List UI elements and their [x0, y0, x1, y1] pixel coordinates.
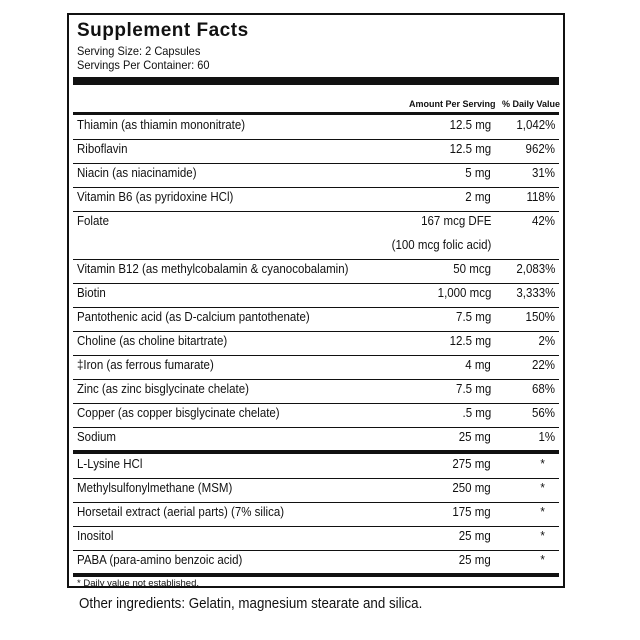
nutrient-name: Biotin — [77, 286, 106, 300]
header-daily-value: % Daily Value — [502, 99, 561, 109]
nutrient-amount: .5 mg — [462, 406, 491, 420]
other-ingredients: Other ingredients: Gelatin, magnesium stearate and silica. — [79, 596, 423, 612]
nutrient-daily-value: 2% — [538, 334, 555, 348]
ingredient-name: Methylsulfonylmethane (MSM) — [77, 481, 233, 495]
nutrient-row — [73, 307, 559, 332]
nutrient-amount: 7.5 mg — [455, 310, 491, 324]
nutrient-amount: 7.5 mg — [455, 382, 491, 396]
nutrient-amount: 12.5 mg — [449, 142, 491, 156]
bottom-divider — [73, 573, 559, 577]
ingredient-name: PABA (para-amino benzoic acid) — [77, 553, 243, 567]
ingredient-name: L-Lysine HCl — [77, 457, 143, 471]
nutrient-amount: 12.5 mg — [449, 118, 491, 132]
nutrient-name: Copper (as copper bisglycinate chelate) — [77, 406, 280, 420]
nutrient-daily-value: 22% — [531, 358, 555, 372]
nutrient-amount: 1,000 mcg — [437, 286, 491, 300]
nutrient-daily-value: 56% — [531, 406, 555, 420]
nutrient-row — [73, 259, 559, 284]
ingredient-daily-value: * — [540, 457, 545, 471]
nutrient-name: Vitamin B6 (as pyridoxine HCl) — [77, 190, 234, 204]
nutrient-amount: 167 mcg DFE — [420, 214, 491, 228]
panel-title: Supplement Facts — [77, 20, 249, 41]
nutrient-daily-value: 31% — [531, 166, 555, 180]
header-amount-per-serving: Amount Per Serving — [409, 99, 496, 109]
ingredient-daily-value: * — [540, 481, 545, 495]
ingredient-daily-value: * — [540, 505, 545, 519]
ingredient-row — [73, 526, 559, 551]
nutrient-amount: 5 mg — [465, 166, 491, 180]
nutrient-name: Sodium — [77, 430, 116, 444]
ingredient-row — [73, 502, 559, 527]
ingredient-amount: 25 mg — [459, 529, 491, 543]
nutrient-row — [73, 331, 559, 356]
serving-size: Serving Size: 2 Capsules — [77, 44, 201, 58]
nutrient-amount: 12.5 mg — [449, 334, 491, 348]
nutrient-row — [73, 379, 559, 404]
nutrient-amount-detail: (100 mcg folic acid) — [391, 238, 491, 252]
ingredient-amount: 275 mg — [452, 457, 491, 471]
nutrient-row — [73, 139, 559, 164]
ingredient-row — [73, 454, 559, 479]
nutrient-daily-value: 42% — [531, 214, 555, 228]
nutrient-amount: 4 mg — [465, 358, 491, 372]
nutrient-name: Thiamin (as thiamin mononitrate) — [77, 118, 246, 132]
nutrient-name: Pantothenic acid (as D-calcium pantothenate) — [77, 310, 310, 324]
nutrient-amount: 50 mcg — [453, 262, 491, 276]
ingredient-row — [73, 478, 559, 503]
nutrient-name: Folate — [77, 214, 109, 228]
nutrient-row — [73, 355, 559, 380]
ingredient-amount: 25 mg — [459, 553, 491, 567]
ingredient-name: Inositol — [77, 529, 114, 543]
ingredient-amount: 175 mg — [452, 505, 491, 519]
nutrient-row — [73, 403, 559, 428]
ingredient-amount: 250 mg — [452, 481, 491, 495]
nutrient-daily-value: 3,333% — [515, 286, 555, 300]
thick-divider-top — [73, 77, 559, 85]
nutrient-name: Choline (as choline bitartrate) — [77, 334, 228, 348]
ingredient-name: Horsetail extract (aerial parts) (7% silica) — [77, 505, 285, 519]
nutrient-name: Vitamin B12 (as methylcobalamin & cyanocobalamin) — [77, 262, 349, 276]
nutrient-daily-value: 150% — [525, 310, 555, 324]
nutrient-row — [73, 211, 559, 260]
nutrient-daily-value: 118% — [526, 190, 555, 204]
nutrient-name: Riboflavin — [77, 142, 128, 156]
nutrient-name: ‡Iron (as ferrous fumarate) — [77, 358, 214, 372]
nutrient-daily-value: 2,083% — [515, 262, 555, 276]
nutrient-row — [73, 427, 559, 451]
nutrient-daily-value: 1% — [538, 430, 555, 444]
nutrient-amount: 2 mg — [465, 190, 491, 204]
nutrient-row — [73, 115, 559, 140]
nutrient-row — [73, 163, 559, 188]
nutrient-amount: 25 mg — [459, 430, 491, 444]
servings-per-container: Servings Per Container: 60 — [77, 58, 210, 72]
nutrient-name: Zinc (as zinc bisglycinate chelate) — [77, 382, 249, 396]
ingredient-daily-value: * — [540, 529, 545, 543]
nutrient-row — [73, 187, 559, 212]
footnote: * Daily value not established. — [77, 578, 199, 589]
supplement-facts-panel — [67, 13, 565, 588]
nutrient-row — [73, 283, 559, 308]
ingredient-daily-value: * — [540, 553, 545, 567]
nutrient-daily-value: 1,042% — [515, 118, 555, 132]
nutrient-name: Niacin (as niacinamide) — [77, 166, 197, 180]
nutrient-daily-value: 68% — [531, 382, 555, 396]
ingredient-row — [73, 550, 559, 574]
nutrient-daily-value: 962% — [525, 142, 555, 156]
